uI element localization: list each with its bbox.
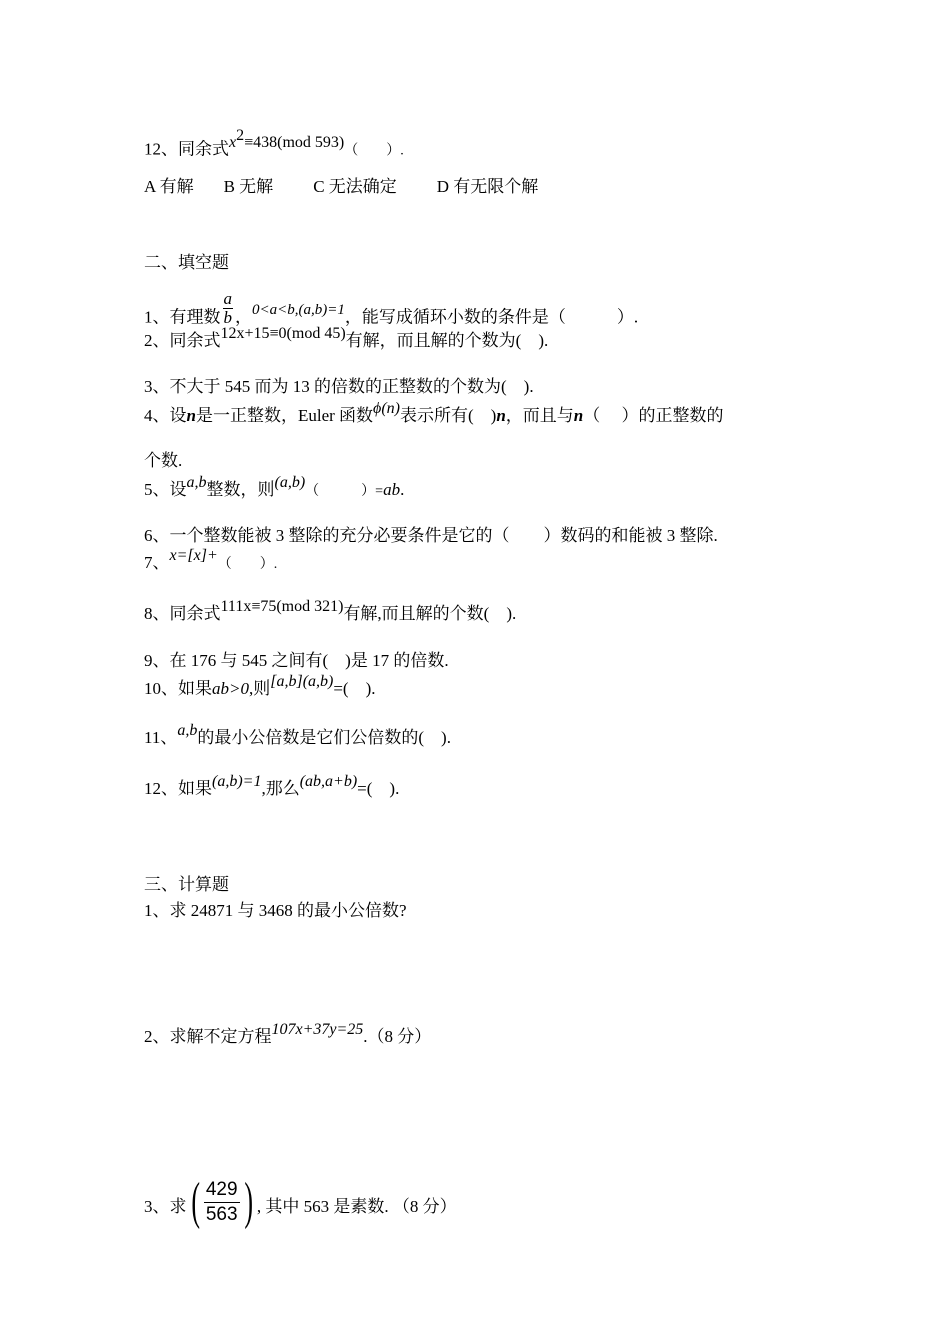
fraction-numerator: a	[223, 289, 232, 308]
q-prefix: 3、求	[144, 1196, 187, 1216]
q-mid: ，而且与	[505, 406, 574, 425]
q-mid: ，	[235, 307, 252, 327]
question-2-5	[144, 474, 405, 502]
math-a-b: a,b	[177, 722, 198, 739]
option-d: D 有无限个解	[436, 177, 539, 196]
q-prefix: 2、求解不定方程	[144, 1027, 272, 1046]
question-2-9: 9、在 176 与 545 之间有( )是 17 的倍数.	[144, 651, 449, 670]
question-2-4	[144, 400, 724, 427]
math-congruence: 111x≡75(mod 321)	[220, 598, 344, 615]
question-2-12	[144, 773, 400, 800]
math-phi: ϕ(n)	[373, 400, 400, 417]
q-suffix: =( ).	[333, 679, 376, 698]
math-condition: 0<a<b,(a,b)=1	[252, 302, 345, 319]
q-mid: 是一正整数，Euler 函数	[195, 406, 374, 425]
q-suffix: .	[400, 480, 405, 499]
question-2-10	[144, 673, 376, 700]
q-mid: 表示所有( )	[399, 406, 497, 425]
math-a-b: a,b	[186, 474, 207, 491]
q-suffix: 有解，而且解的个数为( ).	[345, 331, 549, 350]
section-2-title: 二、填空题	[144, 253, 229, 272]
math-gcd-one: (a,b)=1	[212, 773, 262, 790]
question-2-6: 6、一个整数能被 3 整除的充分必要条件是它的（ ）数码的和能被 3 整除.	[144, 526, 718, 545]
fraction-denominator: b	[223, 308, 232, 327]
q-suffix: , 其中 563 是素数. （8 分）	[256, 1196, 457, 1216]
option-a: A 有解	[144, 177, 194, 196]
math-x: x	[229, 133, 237, 151]
math-lcm-gcd: [a,b](a,b)	[270, 673, 334, 690]
q-prefix: 12、如果	[144, 779, 212, 798]
q-prefix: 1、有理数	[144, 307, 221, 327]
answer-blank: （ ）=	[305, 484, 384, 499]
math-equation: 107x+37y=25	[271, 1021, 364, 1038]
q-suffix: 的最小公倍数是它们公倍数的( ).	[197, 728, 451, 747]
left-paren: (	[190, 1173, 200, 1230]
q-suffix: 有解,而且解的个数( ).	[343, 604, 517, 623]
option-b: B 无解	[223, 177, 274, 196]
section-3-title: 三、计算题	[144, 875, 229, 894]
math-exponent: 2	[236, 127, 245, 144]
options-row	[144, 177, 538, 197]
legendre-bottom: 563	[205, 1203, 238, 1225]
option-c: C 无法确定	[313, 177, 397, 196]
question-2-4-continued: 个数.	[144, 451, 183, 470]
q-suffix: .（8 分）	[363, 1027, 432, 1046]
question-2-7	[144, 547, 278, 575]
math-ab: ab	[383, 480, 401, 499]
math-ab-positive: ab>0	[212, 679, 249, 698]
question-2-8	[144, 598, 517, 625]
question-1-12	[144, 127, 404, 162]
q-prefix: 4、设	[144, 406, 187, 425]
question-2-11	[144, 722, 451, 749]
question-2-2	[144, 325, 549, 352]
legendre-symbol	[187, 1173, 257, 1230]
fraction-a-over-b	[223, 290, 234, 327]
q-suffix: ，能写成循环小数的条件是（ ）.	[344, 307, 639, 327]
math-gcd: (a,b)	[274, 474, 306, 491]
q-mid: ,那么	[261, 779, 300, 798]
math-gcd-expr: (ab,a+b)	[299, 773, 358, 790]
question-3-3	[144, 1173, 457, 1234]
q-prefix: 8、同余式	[144, 604, 221, 623]
right-paren: )	[243, 1173, 253, 1230]
q-prefix: 7、	[144, 553, 170, 572]
q-prefix: 2、同余式	[144, 331, 221, 350]
math-n: n	[573, 406, 584, 425]
q-suffix: =( ).	[357, 779, 400, 798]
math-congruence: ≡438(mod 593)	[244, 133, 345, 151]
question-2-3: 3、不大于 545 而为 13 的倍数的正整数的个数为( ).	[144, 377, 534, 396]
q-mid: ,则	[248, 679, 271, 698]
math-floor: x=[x]+	[169, 547, 218, 564]
q-mid: 整数，则	[206, 480, 275, 499]
q-prefix: 11、	[144, 728, 178, 747]
legendre-top: 429	[204, 1178, 240, 1203]
math-n: n	[186, 406, 196, 425]
math-n: n	[496, 406, 506, 425]
q-prefix: 10、如果	[144, 679, 212, 698]
question-3-2	[144, 1021, 432, 1048]
math-congruence: 12x+15≡0(mod 45)	[220, 325, 346, 342]
q-prefix: 5、设	[144, 480, 187, 499]
question-3-1: 1、求 24871 与 3468 的最小公倍数?	[144, 901, 407, 920]
q-prefix: 12、同余式	[144, 139, 229, 159]
q-suffix: （ ）的正整数的	[583, 406, 724, 425]
answer-blank: （ ）.	[344, 143, 404, 159]
answer-blank: （ ）.	[217, 557, 278, 572]
